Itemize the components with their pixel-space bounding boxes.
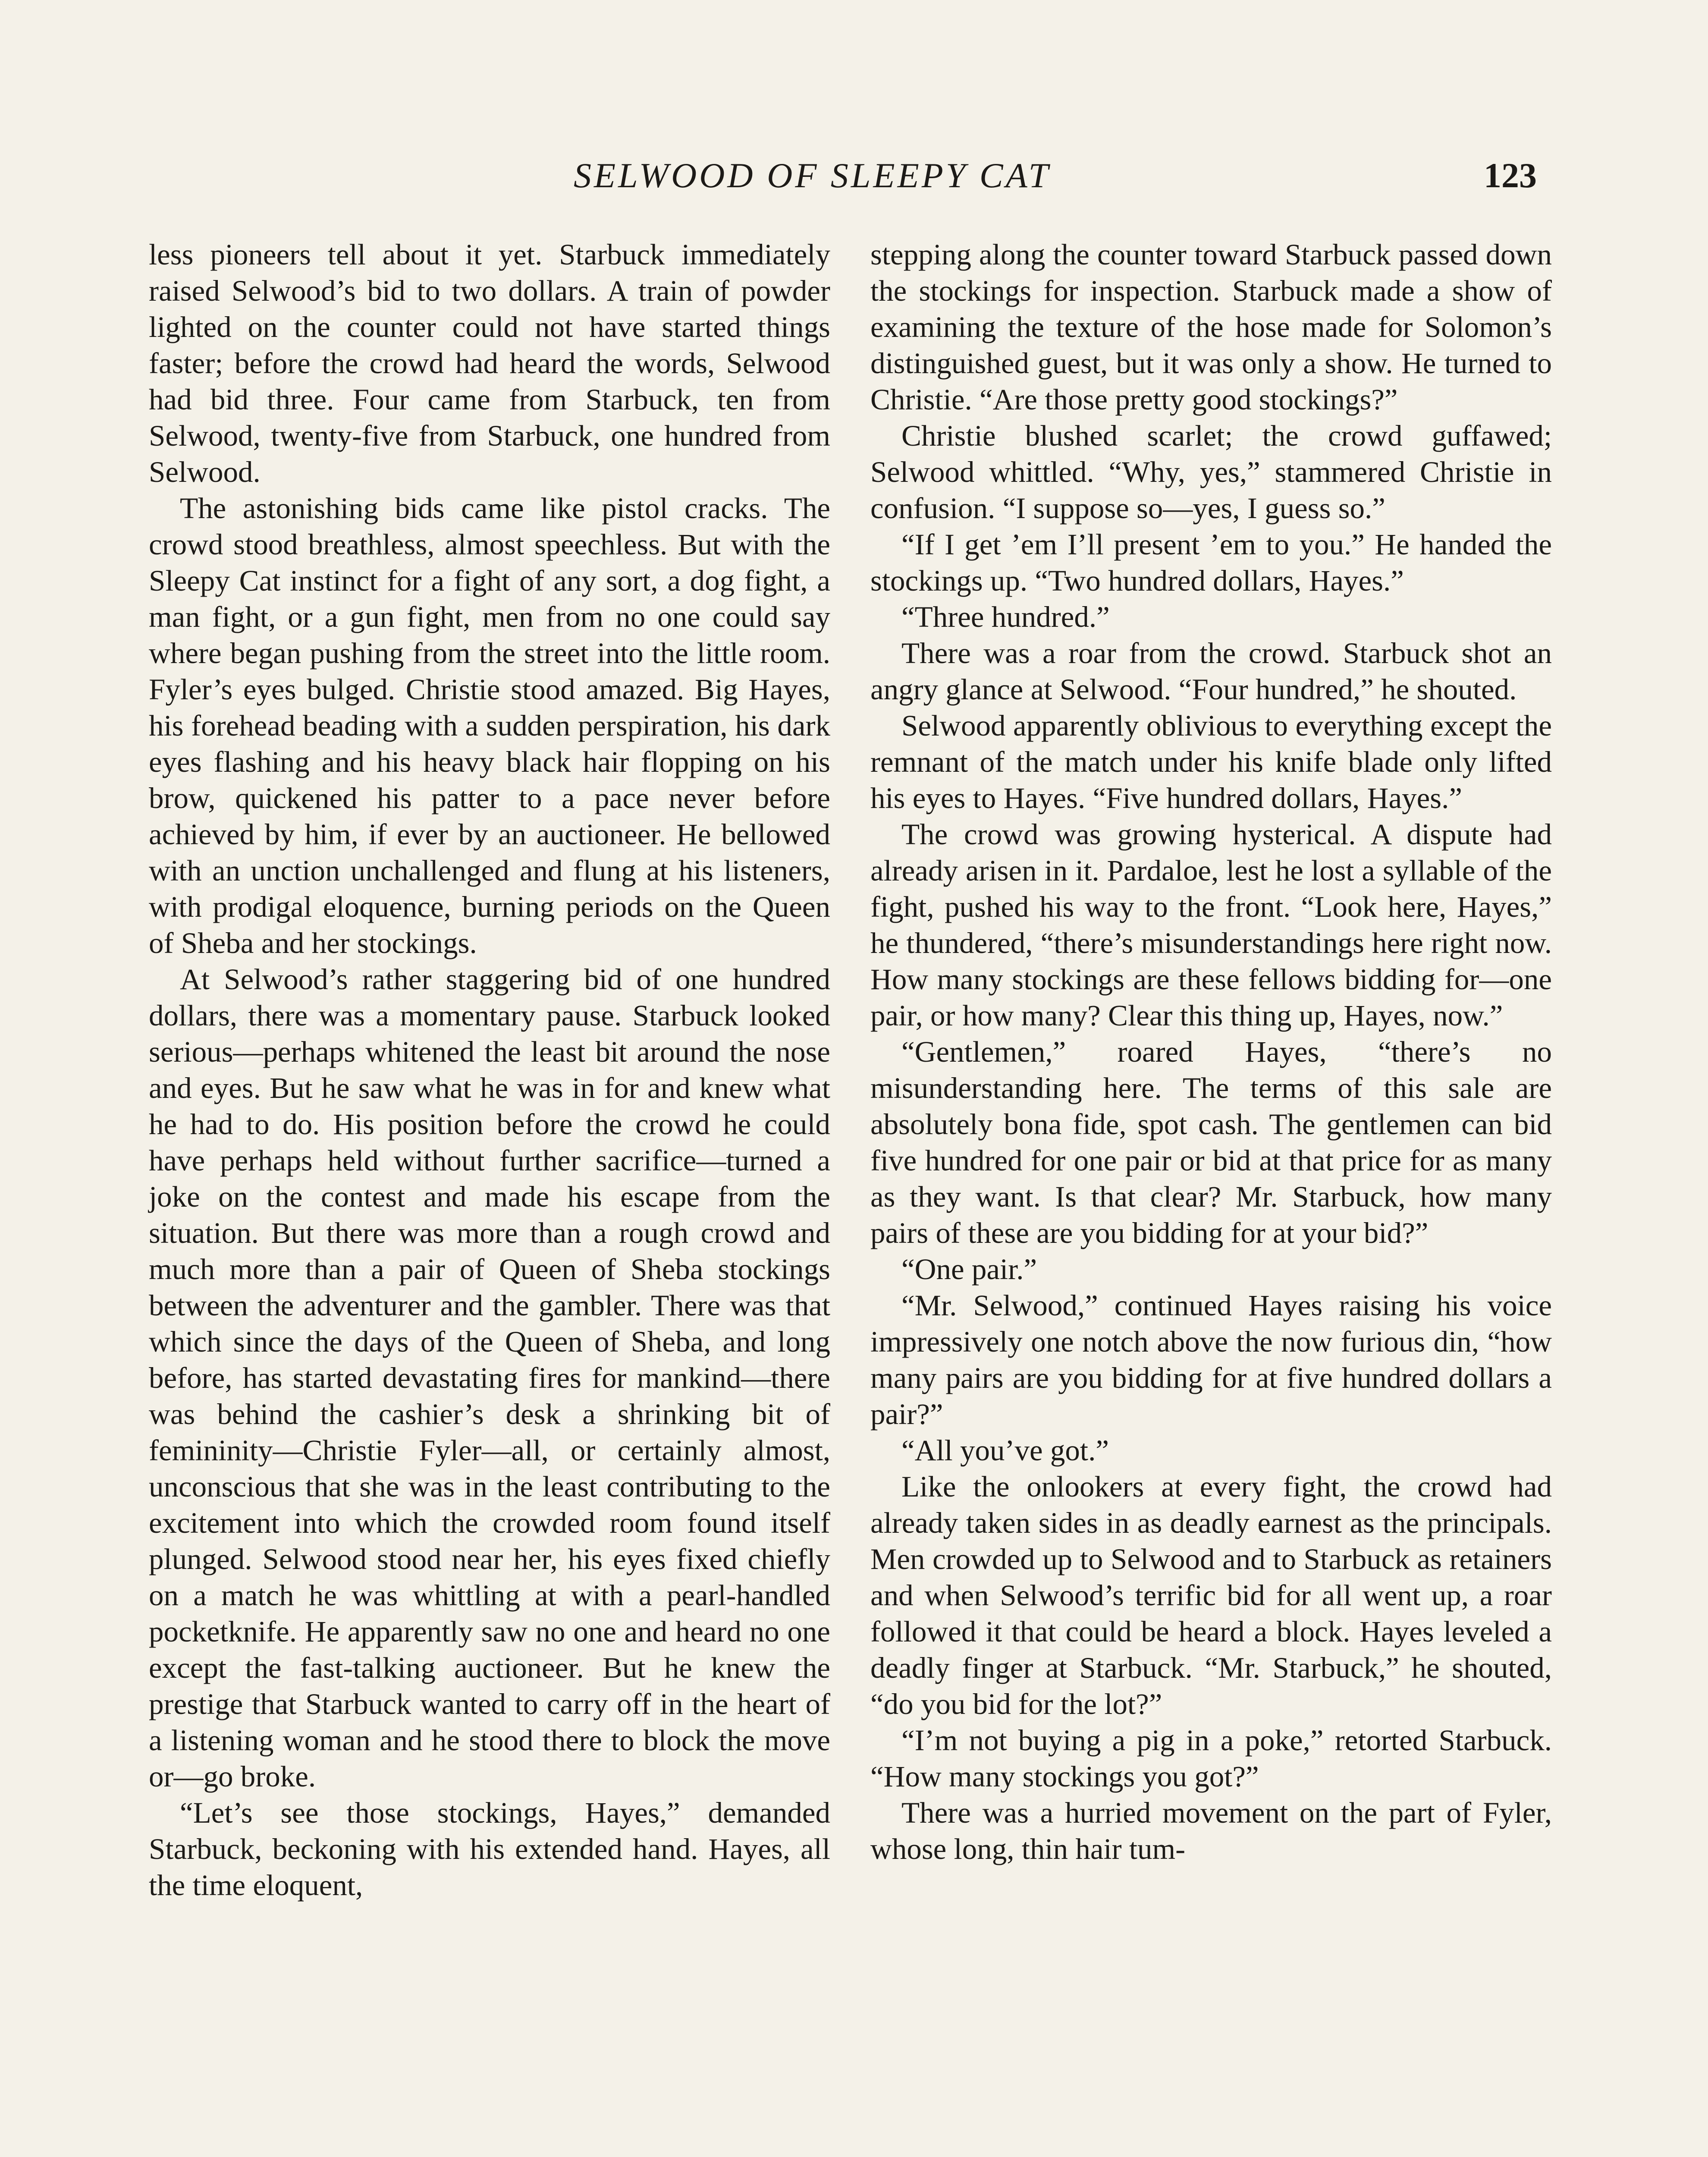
paragraph: “Three hundred.” [901,601,1110,633]
page-number: 123 [1484,156,1537,195]
paragraph: There was a hurried movement on the part of Fyler, whose long, thin hair tum- [870,1796,1552,1865]
paragraph: stepping along the counter toward Starbuck passed down the stockings for inspection. Starbuck made a show of examining the texture of the hose made for Solomon’s distinguished guest, but it was only a show. He turned to Christie. “Are those pretty good stockings?” [870,238,1552,416]
left-column [149,236,830,1903]
paragraph: “Gentlemen,” roared Hayes, “there’s no misunderstanding here. The terms of this sale are absolutely bona fide, spot cash. The gentlemen can bid five hundred for one pair or bid at that price for as many as they want. Is that clear? Mr. Starbuck, how many pairs of these are you bidding for at your bid?” [870,1035,1552,1249]
paragraph: Selwood apparently oblivious to everything except the remnant of the match under his knife blade only lifted his eyes to Hayes. “Five hundred dollars, Hayes.” [870,709,1552,814]
paragraph: The astonishing bids came like pistol cracks. The crowd stood breathless, almost speechless. But with the Sleepy Cat instinct for a fight of any sort, a dog fight, a man fight, or a gun fight, men from no one could say where began pushing from the street into the little room. Fyler’s eyes bulged. Christie stood amazed. Big Hayes, his forehead beading with a sudden perspiration, his dark eyes flashing and his heavy black hair flopping on his brow, quickened his patter to a pace never before achieved by him, if ever by an auctioneer. He bellowed with an unction unchallenged and flung at his listeners, with prodigal eloquence, burning periods on the Queen of Sheba and her stockings. [149,492,830,959]
paragraph: Like the onlookers at every fight, the crowd had already taken sides in as deadly earnest as the principals. Men crowded up to Selwood and to Starbuck as retainers and when Selwood’s terrific bid for all went up, a roar followed it that could be heard a block. Hayes leveled a deadly finger at Starbuck. “Mr. Starbuck,” he shouted, “do you bid for the lot?” [870,1470,1552,1720]
paragraph: “Let’s see those stockings, Hayes,” demanded Starbuck, beckoning with his extended hand. Hayes, all the time eloquent, [149,1796,830,1902]
paragraph: There was a roar from the crowd. Starbuck shot an angry glance at Selwood. “Four hundred,” he shouted. [870,637,1552,706]
paragraph: “Mr. Selwood,” continued Hayes raising his voice impressively one notch above the now furious din, “how many pairs are you bidding for at five hundred dollars a pair?” [870,1289,1552,1431]
paragraph: “All you’ve got.” [901,1434,1109,1467]
paragraph: The crowd was growing hysterical. A dispute had already arisen in it. Pardaloe, lest he lost a syllable of the fight, pushed his way to the front. “Look here, Hayes,” he thundered, “there’s misunderstandings here right now. How many stockings are these fellows bidding for—one pair, or how many? Clear this thing up, Hayes, now.” [870,818,1552,1032]
running-title: SELWOOD OF SLEEPY CAT [574,156,1051,195]
paragraph: “If I get ’em I’ll present ’em to you.” He handed the stockings up. “Two hundred dollars, Hayes.” [870,528,1552,597]
paragraph: At Selwood’s rather staggering bid of one hundred dollars, there was a momentary pause. Starbuck looked serious—perhaps whitened the least bit around the nose and eyes. But he saw what he was in for and knew what he had to do. His position before the crowd he could have perhaps held without further sacrifice—turned a joke on the contest and made his escape from the situation. But there was more than a rough crowd and much more than a pair of Queen of Sheba stockings between the adventurer and the gambler. There was that which since the days of the Queen of Sheba, and long before, has started devastating fires for mankind—there was behind the cashier’s desk a shrinking bit of femininity—Christie Fyler—all, or certainly almost, unconscious that she was in the least contributing to the excitement into which the crowded room found itself plunged. Selwood stood near her, his eyes fixed chiefly on a match he was whittling at with a pearl-handled pocketknife. He apparently saw no one and heard no one except the fast-talking auctioneer. But he knew the prestige that Starbuck wanted to carry off in the heart of a listening woman and he stood there to block the move or—go broke. [149,963,830,1793]
paragraph: Christie blushed scarlet; the crowd guffawed; Selwood whittled. “Why, yes,” stammered Christie in confusion. “I suppose so—yes, I guess so.” [870,419,1552,525]
paragraph: less pioneers tell about it yet. Starbuck immediately raised Selwood’s bid to two dollars. A train of powder lighted on the counter could not have started things faster; before the crowd had heard the words, Selwood had bid three. Four came from Starbuck, ten from Selwood, twenty-five from Starbuck, one hundred from Selwood. [149,238,830,488]
paragraph: “I’m not buying a pig in a poke,” retorted Starbuck. “How many stockings you got?” [870,1724,1552,1793]
right-column [870,236,1552,1867]
paragraph: “One pair.” [901,1253,1037,1286]
